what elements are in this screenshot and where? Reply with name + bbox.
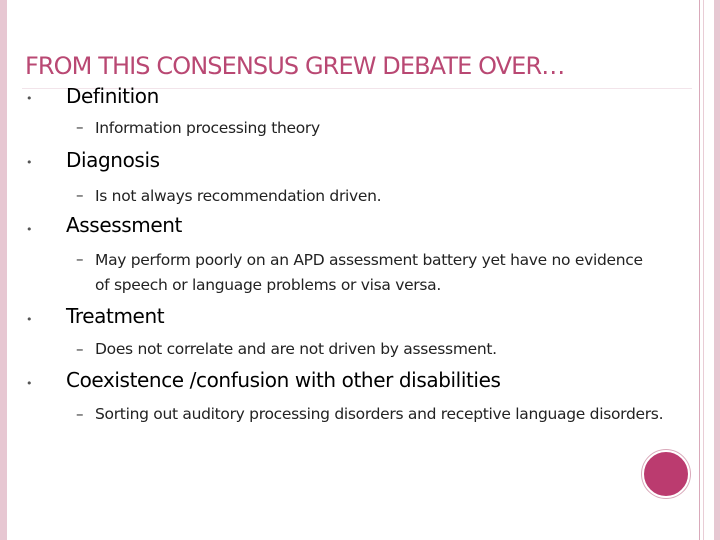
heading-definition: Definition [66, 84, 159, 108]
dash-icon: – [76, 186, 84, 204]
dash-icon: – [76, 405, 84, 423]
dash-icon: – [76, 340, 84, 358]
heading-coexistence: Coexistence /confusion with other disabilities [66, 368, 501, 392]
bullet-icon: • [26, 313, 33, 326]
sub-assessment: May perform poorly on an APD assessment battery yet have no evidence of speech or language problems or visa versa. [95, 251, 643, 294]
right-border-line [699, 0, 700, 540]
sub-diagnosis: Is not always recommendation driven. [95, 187, 382, 205]
heading-diagnosis: Diagnosis [66, 148, 160, 172]
sub-definition: Information processing theory [95, 119, 320, 137]
slide-title: FROM THIS CONSENSUS GREW DEBATE OVER… [25, 52, 565, 80]
dash-icon: – [76, 118, 84, 136]
heading-assessment: Assessment [66, 213, 182, 237]
dash-icon: – [76, 250, 84, 268]
right-border-stripe [714, 0, 720, 540]
bullet-icon: • [26, 156, 33, 169]
bullet-icon: • [26, 223, 33, 236]
right-border-line-inner [703, 0, 704, 540]
heading-treatment: Treatment [66, 304, 165, 328]
bullet-icon: • [26, 92, 33, 105]
sub-treatment: Does not correlate and are not driven by assessment. [95, 340, 497, 358]
bullet-icon: • [26, 377, 33, 390]
decorative-circle [642, 450, 690, 498]
left-border-stripe [0, 0, 7, 540]
sub-coexistence: Sorting out auditory processing disorders and receptive language disorders. [95, 405, 664, 423]
